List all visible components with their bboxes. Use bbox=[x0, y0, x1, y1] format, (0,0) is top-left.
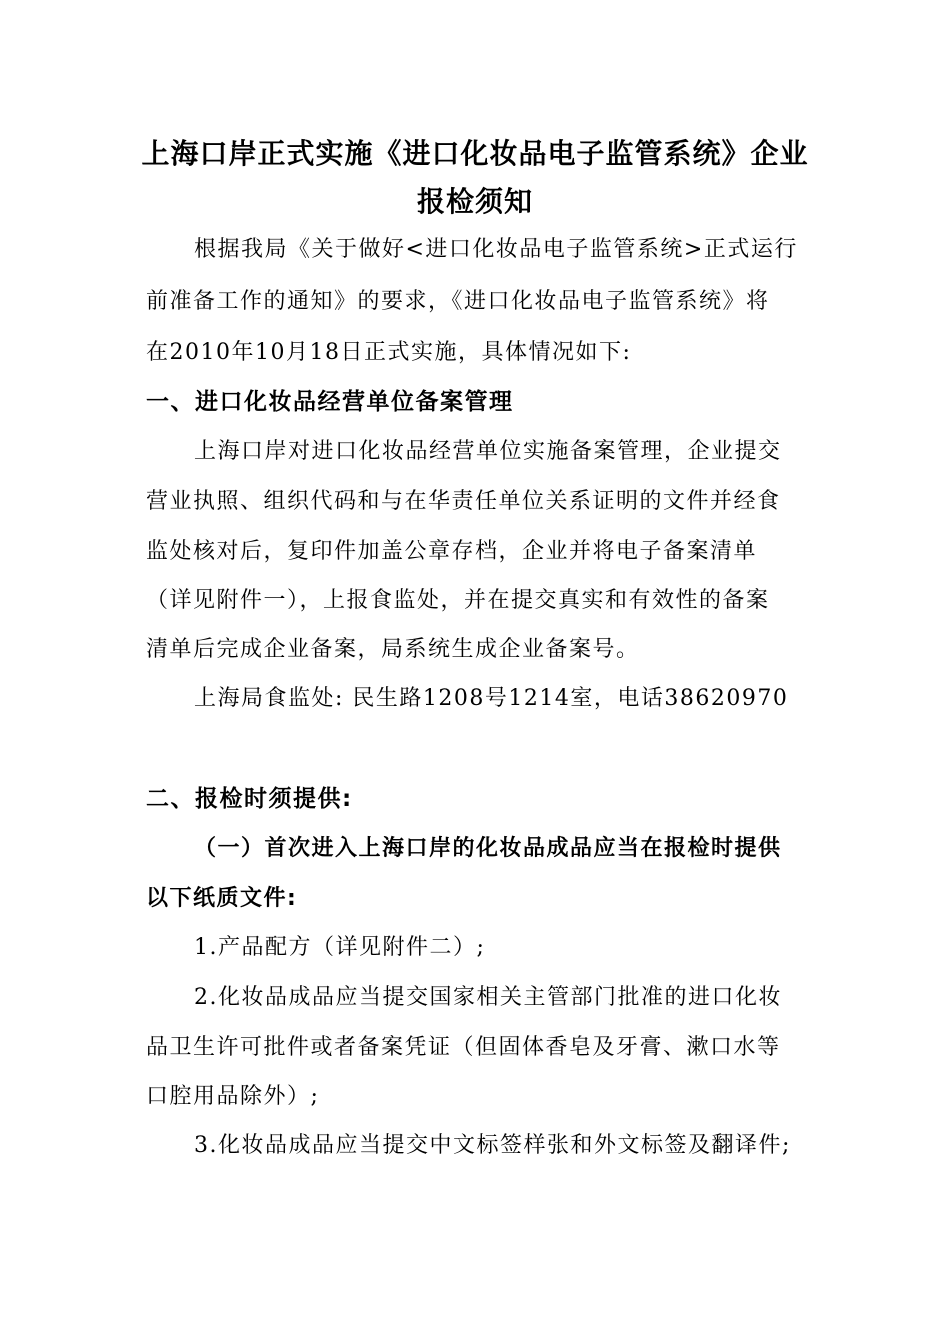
intro-line-2: 前准备工作的通知》的要求，《进口化妆品电子监管系统》将 bbox=[146, 289, 770, 314]
section-1-body-line-4: （详见附件一），上报食监处，并在提交真实和有效性的备案 bbox=[146, 588, 770, 613]
document-title-line-1: 上海口岸正式实施《进口化妆品电子监管系统》企业 bbox=[141, 137, 809, 170]
section-1-body-line-5: 清单后完成企业备案，局系统生成企业备案号。 bbox=[146, 637, 640, 662]
section-2-item-2-line-1: 2.化妆品成品应当提交国家相关主管部门批准的进口化妆 bbox=[194, 985, 782, 1010]
section-2-heading: 二、报检时须提供: bbox=[146, 786, 353, 812]
section-2-item-2-line-2: 品卫生许可批件或者备案凭证（但固体香皂及牙膏、漱口水等 bbox=[146, 1035, 781, 1060]
section-2-subheading-line-2: 以下纸质文件: bbox=[146, 886, 298, 911]
section-1-heading: 一、进口化妆品经营单位备案管理 bbox=[146, 389, 514, 415]
section-1-body-line-2: 营业执照、组织代码和与在华责任单位关系证明的文件并经食 bbox=[146, 489, 781, 514]
section-1-body-line-3: 监处核对后，复印件加盖公章存档，企业并将电子备案清单 bbox=[146, 539, 758, 564]
document-title-line-2: 报检须知 bbox=[416, 185, 533, 218]
intro-line-1: 根据我局《关于做好<进口化妆品电子监管系统>正式运行 bbox=[194, 237, 798, 262]
section-1-body-line-1: 上海口岸对进口化妆品经营单位实施备案管理，企业提交 bbox=[194, 439, 782, 464]
section-1-contact: 上海局食监处: 民生路1208号1214室，电话38620970 bbox=[194, 686, 789, 711]
section-2-item-3: 3.化妆品成品应当提交中文标签样张和外文标签及翻译件; bbox=[194, 1133, 791, 1158]
section-2-item-2-line-3: 口腔用品除外）; bbox=[146, 1084, 320, 1109]
intro-line-3: 在2010年10月18日正式实施，具体情况如下: bbox=[146, 340, 632, 365]
section-2-subheading-line-1: （一）首次进入上海口岸的化妆品成品应当在报检时提供 bbox=[194, 836, 782, 861]
section-2-item-1: 1.产品配方（详见附件二）; bbox=[194, 935, 486, 960]
